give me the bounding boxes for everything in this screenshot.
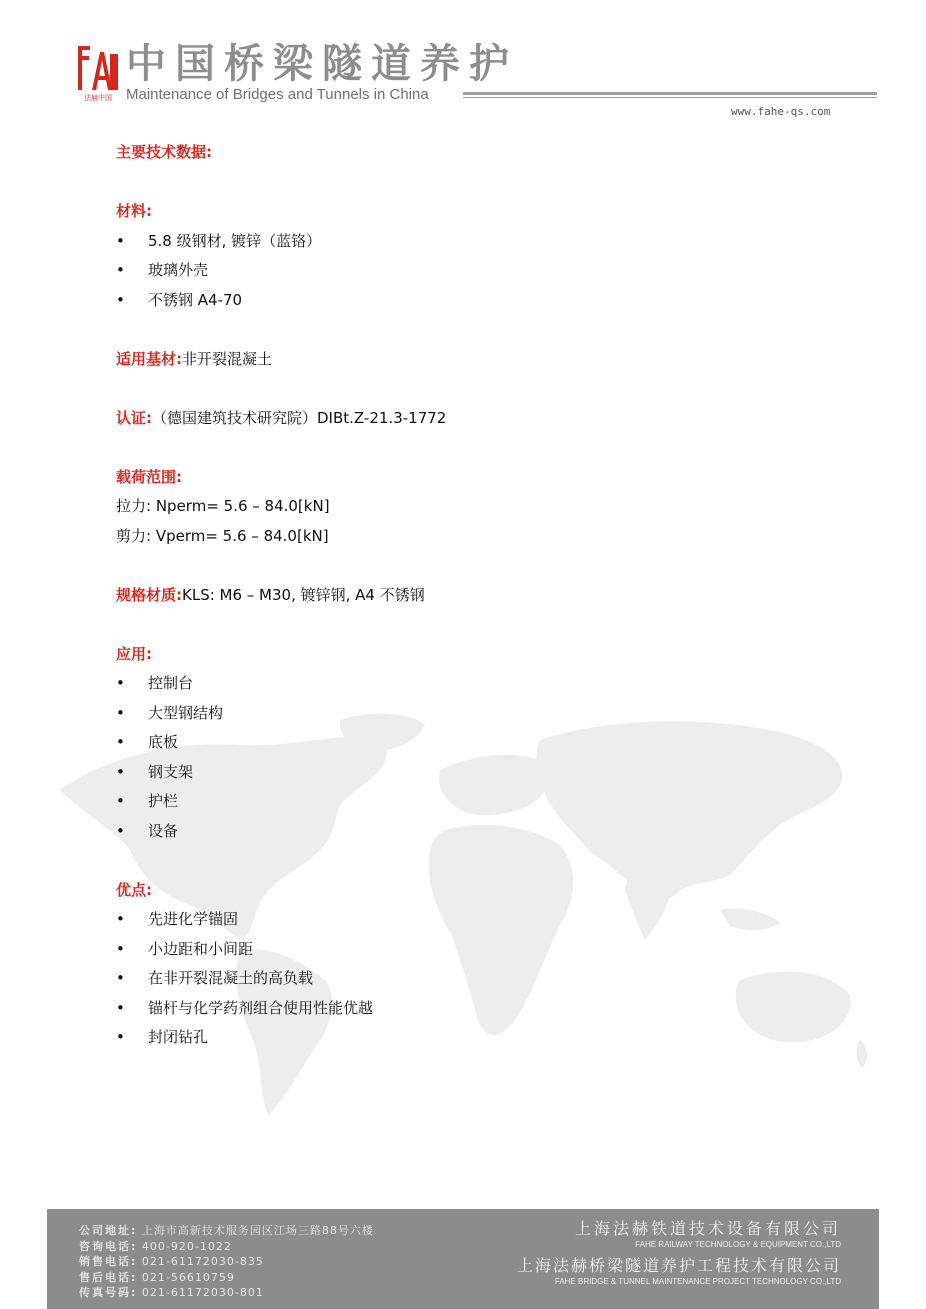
list-item [116,817,836,847]
header-rule [463,92,877,95]
bullet-icon: • [116,1028,125,1046]
advantage-item: 封闭钻孔 [148,1028,209,1046]
list-item [116,728,836,758]
company1-cn: 上海法赫铁道技术设备有限公司 [574,1219,841,1238]
application-item: 大型钢结构 [148,703,224,722]
advantage-item: 在非开裂混凝土的高负载 [148,969,314,987]
bullet-icon: • [116,674,125,692]
spec-content [116,138,836,1053]
header-rule-thin [463,97,877,98]
company-names [517,1219,841,1287]
aftersales-row [79,1270,374,1286]
tension-row: 拉力: Nperm= 5.6 – 84.0[kN] [116,497,330,515]
application-item: 设备 [148,821,179,840]
header-title-en: Maintenance of Bridges and Tunnels in China [126,86,429,103]
list-item [116,994,836,1024]
footer-bar [47,1209,879,1309]
shear-row: 剪力: Vperm= 5.6 – 84.0[kN] [116,526,329,545]
bullet-icon: • [116,910,125,928]
materials-heading: 材料: [116,202,152,220]
company1-en: FAHE RAILWAY TECHNOLOGY & EQUIPMENT CO.,LTD [635,1240,841,1249]
company2-cn: 上海法赫桥梁隧道养护工程技术有限公司 [516,1256,841,1275]
bullet-icon: • [116,762,125,781]
application-item: 护栏 [148,792,179,810]
logo-subtext: 法赫中国 [84,94,112,102]
address-label: 公司地址: [79,1224,138,1237]
list-item [116,699,836,729]
fax-value: 021-61172030-801 [141,1286,264,1300]
list-item [116,905,836,935]
material-item: 5.8 级钢材, 镀锌（蓝铬） [148,231,322,250]
address-value: 上海市高新技术服务园区江场三路88号六楼 [141,1224,374,1237]
bullet-icon: • [116,231,125,250]
substrate-value: 非开裂混凝土 [182,349,273,368]
bullet-icon: • [116,290,125,309]
application-item: 钢支架 [148,762,194,781]
bullet-icon: • [116,733,125,751]
bullet-icon: • [116,792,125,810]
sales-value: 021-61172030-835 [141,1255,264,1269]
certification-label: 认证: [116,408,152,427]
advantages-heading: 优点: [116,880,152,899]
list-item [116,286,836,316]
specs-row [116,581,836,611]
list-item [116,227,836,257]
material-item: 玻璃外壳 [148,261,209,279]
substrate-row [116,345,836,375]
load-range-heading: 载荷范围: [116,467,182,486]
aftersales-value: 021-56610759 [141,1270,235,1284]
application-item: 控制台 [148,674,194,692]
bullet-icon: • [116,261,125,279]
sales-row [79,1254,374,1270]
fax-row [79,1285,374,1301]
inquiry-value: 400-920-1022 [141,1239,232,1253]
list-item [116,1023,836,1053]
certification-value: （德国建筑技术研究院）DIBt.Z-21.3-1772 [152,408,447,427]
bullet-icon: • [116,998,125,1017]
inquiry-label: 咨询电话: [79,1239,138,1253]
applications-heading: 应用: [116,644,152,663]
bullet-icon: • [116,821,125,840]
inquiry-row [79,1239,374,1255]
advantage-item: 小边距和小间距 [148,939,254,958]
list-item [116,758,836,788]
aftersales-label: 售后电话: [79,1270,138,1284]
bullet-icon: • [116,703,125,722]
material-item: 不锈钢 A4-70 [148,290,243,309]
advantage-item: 锚杆与化学药剂组合使用性能优越 [148,998,374,1017]
sales-label: 销售电话: [79,1255,138,1269]
list-item [116,256,836,286]
advantage-item: 先进化学锚固 [148,910,239,928]
bullet-icon: • [116,939,125,958]
fahe-logo [76,44,120,104]
specs-value: KLS: M6 – M30, 镀锌钢, A4 不锈钢 [182,585,425,604]
website-url[interactable]: www.fahe-qs.com [731,105,831,118]
company2-en: FAHE BRIDGE & TUNNEL MAINTENANCE PROJECT TECHNOLOGY CO.,LTD [554,1277,841,1286]
main-heading: 主要技术数据: [116,143,212,161]
bullet-icon: • [116,969,125,987]
substrate-label: 适用基材: [116,349,182,368]
contact-info [79,1223,374,1301]
application-item: 底板 [148,733,179,751]
address-row [79,1223,374,1239]
specs-label: 规格材质: [116,585,182,604]
certification-row [116,404,836,434]
list-item [116,669,836,699]
list-item [116,964,836,994]
list-item [116,935,836,965]
fax-label: 传真号码: [79,1286,138,1300]
header-title-cn: 中国桥梁隧道养护 [126,41,518,87]
list-item [116,787,836,817]
